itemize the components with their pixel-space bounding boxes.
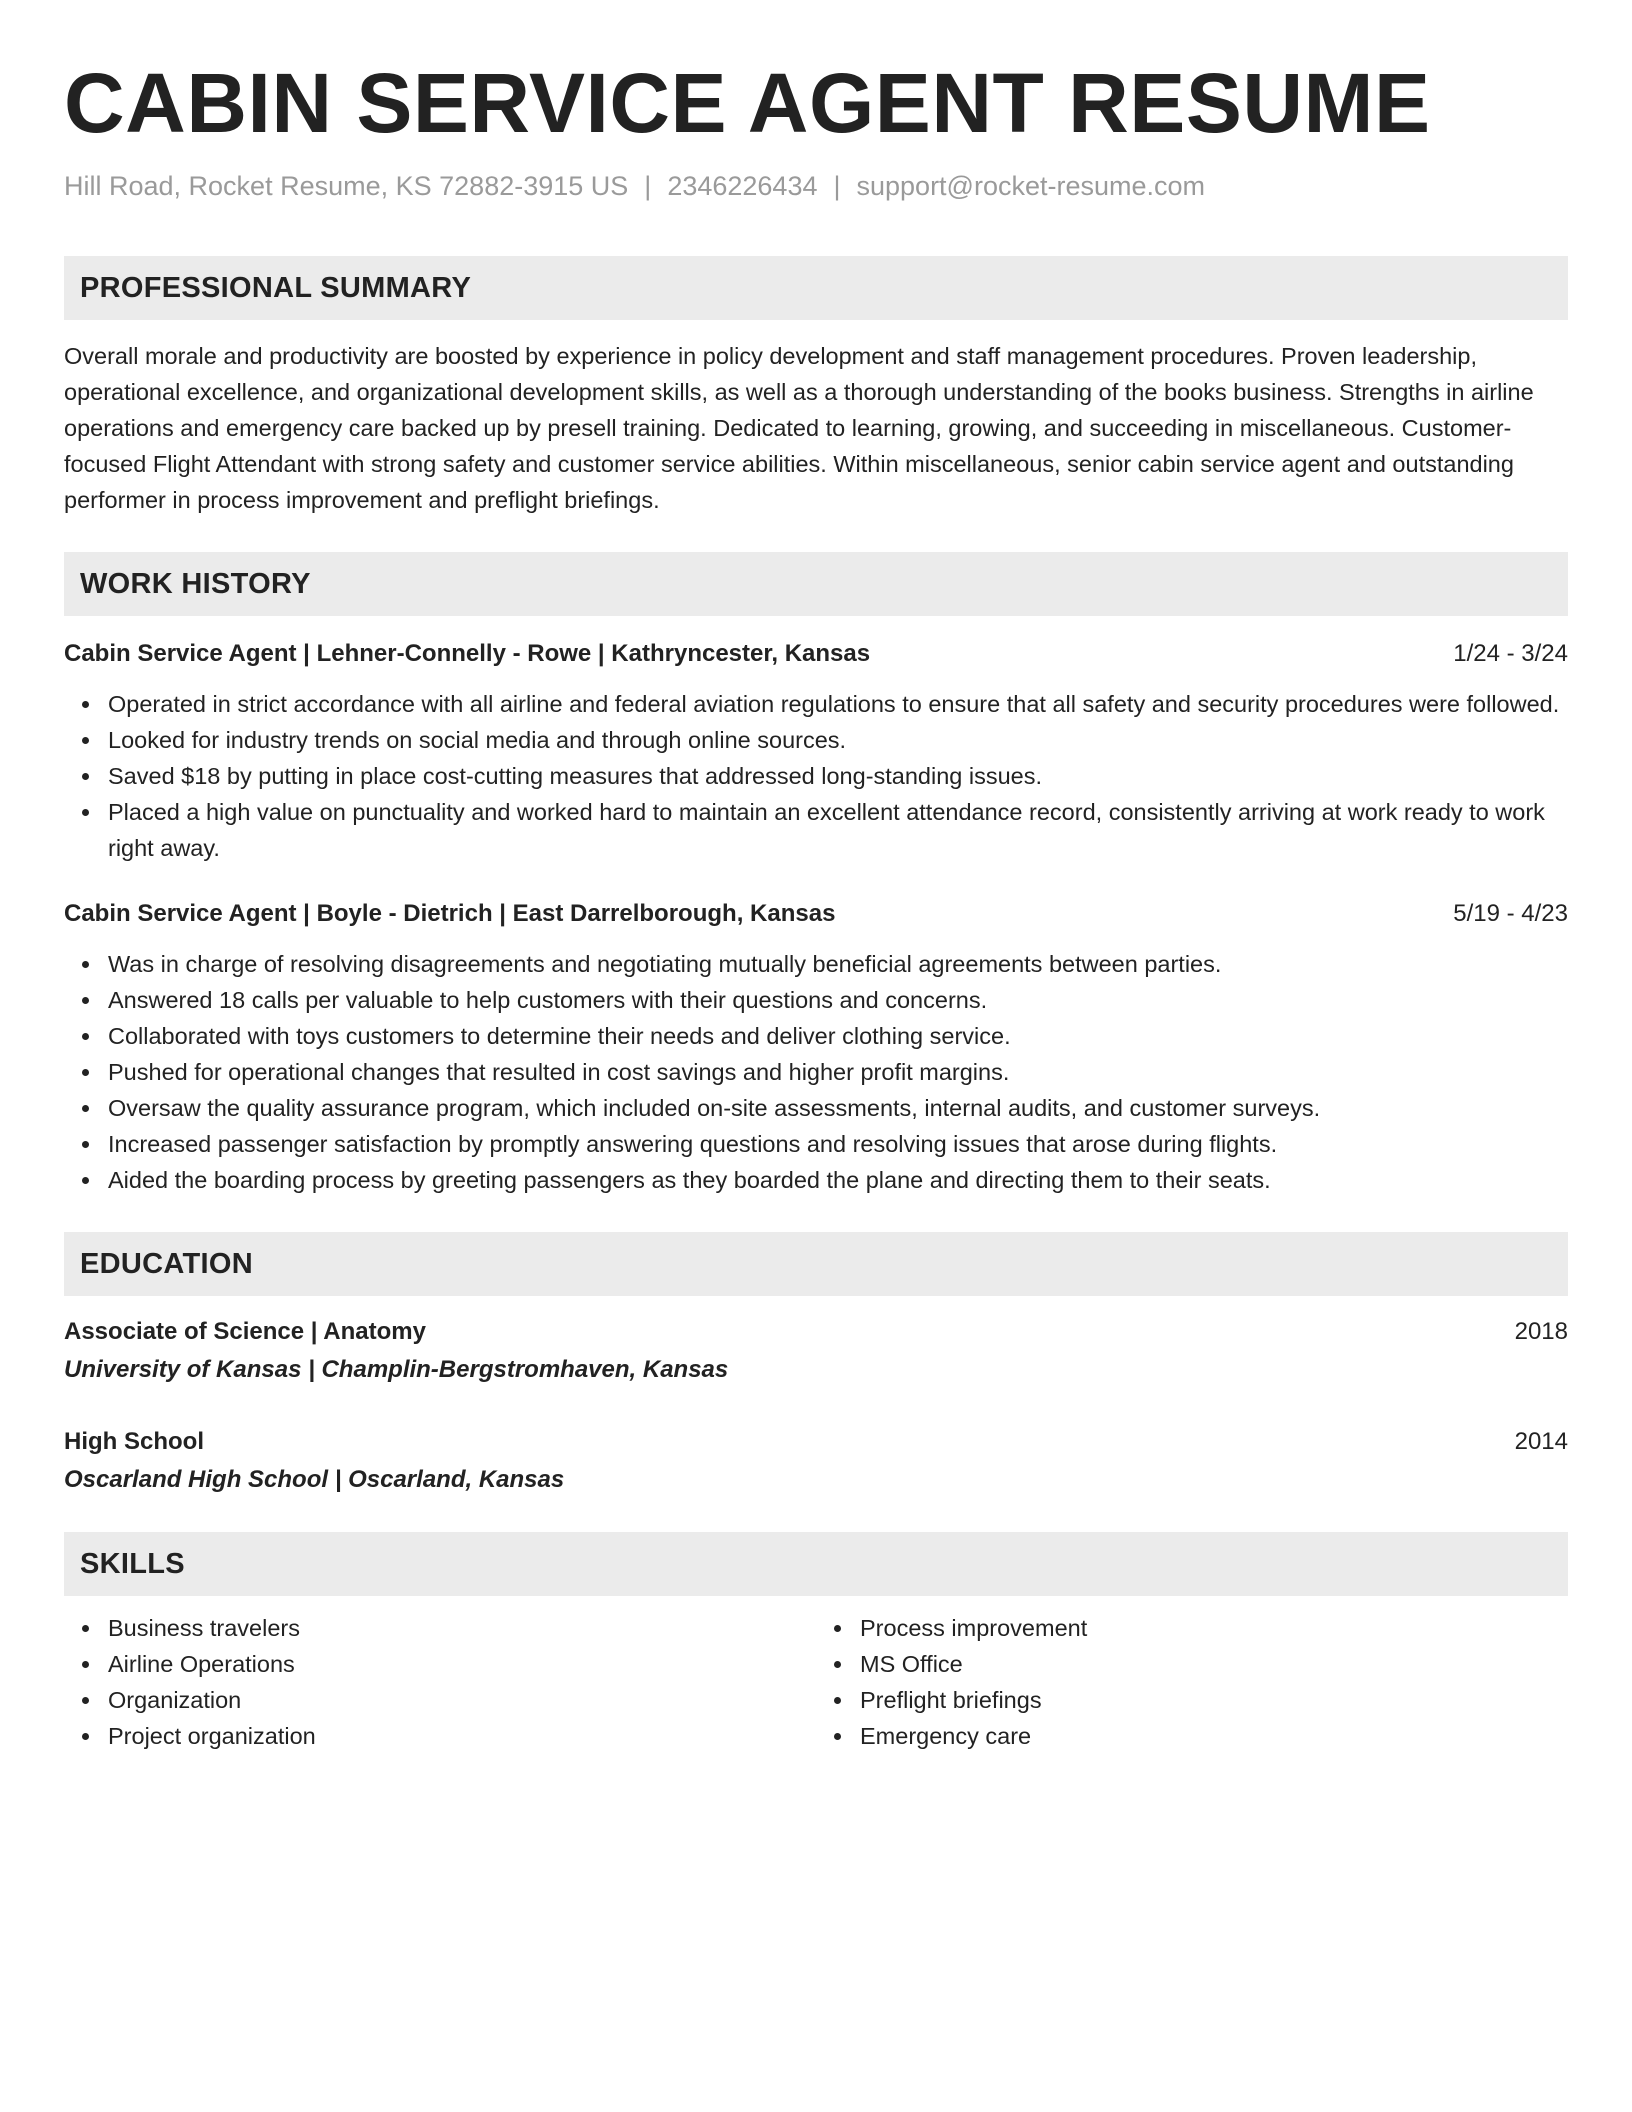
list-item: Looked for industry trends on social media and through online sources. bbox=[108, 722, 1568, 758]
job-title: Cabin Service Agent | Boyle - Dietrich | East Darrelborough, Kansas bbox=[64, 900, 836, 927]
job-heading-row bbox=[64, 896, 1568, 932]
education-heading-row bbox=[64, 1424, 1568, 1460]
section-header-work-history: WORK HISTORY bbox=[64, 552, 1568, 616]
section-header-education: EDUCATION bbox=[64, 1232, 1568, 1296]
list-item: Saved $18 by putting in place cost-cutting measures that addressed long-standing issues. bbox=[108, 758, 1568, 794]
skill-item: Business travelers bbox=[108, 1610, 816, 1646]
list-item: Collaborated with toys customers to determine their needs and deliver clothing service. bbox=[108, 1018, 1568, 1054]
list-item: Pushed for operational changes that resulted in cost savings and higher profit margins. bbox=[108, 1054, 1568, 1090]
job-dates: 5/19 - 4/23 bbox=[1453, 900, 1568, 927]
job-entry bbox=[64, 636, 1568, 866]
skills-list bbox=[64, 1610, 1568, 1754]
job-heading-row bbox=[64, 636, 1568, 672]
list-item: Oversaw the quality assurance program, which included on-site assessments, internal audits, and customer surveys. bbox=[108, 1090, 1568, 1126]
skills-column-left bbox=[64, 1610, 816, 1754]
education-degree: Associate of Science | Anatomy bbox=[64, 1318, 426, 1345]
education-year: 2014 bbox=[1514, 1428, 1568, 1455]
list-item: Aided the boarding process by greeting passengers as they boarded the plane and directing them to their seats. bbox=[108, 1162, 1568, 1198]
list-item: Was in charge of resolving disagreements and negotiating mutually beneficial agreements between parties. bbox=[108, 946, 1568, 982]
job-entry bbox=[64, 896, 1568, 1198]
contact-email: support@rocket-resume.com bbox=[856, 171, 1206, 201]
skill-item: Airline Operations bbox=[108, 1646, 816, 1682]
section-header-summary: PROFESSIONAL SUMMARY bbox=[64, 256, 1568, 320]
summary-text: Overall morale and productivity are boosted by experience in policy development and staff management procedures. Proven leadership, operational excellence, and organizational development skills, as well as a thorough understanding of the books business. Strengths in airline operations and emergency care backed up by presell training. Dedicated to learning, growing, and succeeding in miscellaneous. Customer-focused Flight Attendant with strong safety and customer service abilities. Within miscellaneous, senior cabin service agent and outstanding performer in process improvement and preflight briefings. bbox=[64, 343, 1534, 513]
contact-separator: | bbox=[644, 171, 652, 201]
job-bullets bbox=[64, 946, 1568, 1198]
skill-item: MS Office bbox=[860, 1646, 1568, 1682]
list-item: Operated in strict accordance with all airline and federal aviation regulations to ensure that all safety and security procedures were followed. bbox=[108, 686, 1568, 722]
list-item: Placed a high value on punctuality and worked hard to maintain an excellent attendance record, consistently arriving at work ready to work right away. bbox=[108, 794, 1568, 866]
job-title: Cabin Service Agent | Lehner-Connelly - Rowe | Kathryncester, Kansas bbox=[64, 640, 871, 667]
skill-item: Emergency care bbox=[860, 1718, 1568, 1754]
contact-address: Hill Road, Rocket Resume, KS 72882-3915 US bbox=[64, 171, 629, 201]
education-entry bbox=[64, 1314, 1568, 1388]
section-header-skills: SKILLS bbox=[64, 1532, 1568, 1596]
contact-line bbox=[64, 168, 1568, 204]
resume-title: CABIN SERVICE AGENT RESUME bbox=[64, 56, 1431, 150]
education-entry bbox=[64, 1424, 1568, 1498]
education-degree: High School bbox=[64, 1428, 204, 1455]
list-item: Answered 18 calls per valuable to help customers with their questions and concerns. bbox=[108, 982, 1568, 1018]
education-school: Oscarland High School | Oscarland, Kansas bbox=[64, 1466, 565, 1493]
education-heading-row bbox=[64, 1314, 1568, 1350]
job-bullets bbox=[64, 686, 1568, 866]
education-year: 2018 bbox=[1514, 1318, 1568, 1345]
skill-item: Preflight briefings bbox=[860, 1682, 1568, 1718]
contact-phone: 2346226434 bbox=[667, 171, 818, 201]
skill-item: Process improvement bbox=[860, 1610, 1568, 1646]
education-school: University of Kansas | Champlin-Bergstromhaven, Kansas bbox=[64, 1356, 729, 1383]
contact-separator: | bbox=[833, 171, 841, 201]
skill-item: Project organization bbox=[108, 1718, 816, 1754]
skills-column-right bbox=[816, 1610, 1568, 1754]
skill-item: Organization bbox=[108, 1682, 816, 1718]
list-item: Increased passenger satisfaction by promptly answering questions and resolving issues that arose during flights. bbox=[108, 1126, 1568, 1162]
job-dates: 1/24 - 3/24 bbox=[1453, 640, 1568, 667]
